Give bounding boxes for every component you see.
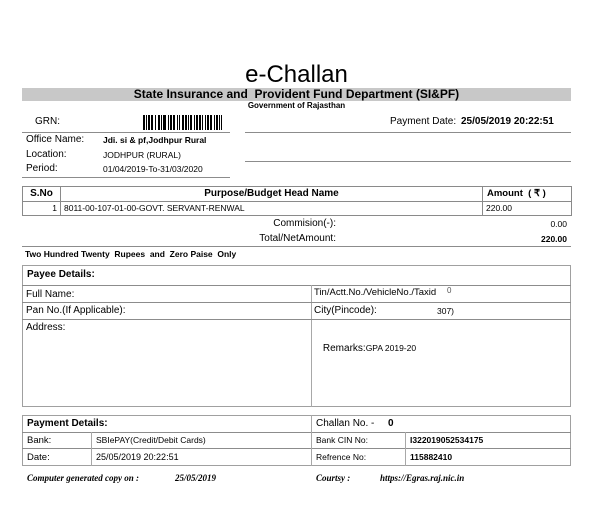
barcode-bar	[185, 115, 186, 130]
government-name: Government of Rajasthan	[247, 101, 346, 110]
barcode-bar	[190, 115, 191, 130]
divider	[22, 285, 571, 286]
barcode-bar	[191, 115, 192, 130]
period-label: Period:	[26, 163, 58, 174]
barcode-bar	[202, 115, 203, 130]
date-label: Date:	[27, 452, 50, 463]
barcode-bar	[210, 115, 211, 130]
tin-label: Tin/Actt.No./VehicleNo./Taxid	[314, 287, 437, 298]
divider	[22, 319, 571, 320]
barcode-bar	[143, 115, 144, 130]
generated-copy-date: 25/05/2019	[175, 473, 217, 483]
barcode-bar	[196, 115, 197, 130]
divider	[22, 302, 571, 303]
purpose-cell: 8011-00-107-01-00-GOVT. SERVANT-RENWAL	[61, 202, 483, 216]
barcode-bar	[171, 115, 172, 130]
barcode-bar	[186, 115, 187, 130]
remarks-label: Remarks:	[322, 343, 366, 354]
sno-header: S.No	[23, 187, 61, 202]
location-value: JODHPUR (RURAL)	[103, 150, 181, 160]
barcode-bar	[151, 115, 152, 130]
bank-value: SBIePAY(Credit/Debit Cards)	[96, 435, 206, 445]
barcode-bar	[164, 115, 165, 130]
payee-section-title: Payee Details:	[27, 269, 95, 280]
location-label: Location:	[26, 149, 67, 160]
amount-cell: 220.00	[483, 202, 572, 216]
commission-label: Commision(-):	[273, 218, 336, 229]
barcode-bar	[146, 115, 147, 130]
barcode-bar	[200, 115, 201, 130]
barcode-bar	[219, 115, 220, 130]
purpose-header: Purpose/Budget Head Name	[61, 187, 483, 202]
divider	[22, 246, 571, 247]
full-name-label: Full Name:	[26, 289, 75, 300]
reference-value: 115882410	[410, 452, 453, 462]
barcode-bar	[173, 115, 174, 130]
divider	[22, 432, 571, 433]
barcode-bar	[182, 115, 183, 130]
bank-cin-label: Bank CIN No:	[316, 435, 368, 445]
column-divider	[311, 285, 312, 407]
barcode-bar	[165, 115, 166, 130]
barcode-bar	[217, 115, 218, 130]
barcode-bar	[144, 115, 145, 130]
barcode-bar	[194, 115, 195, 130]
challan-no-label: Challan No. -	[316, 418, 375, 429]
barcode-bar	[149, 115, 150, 130]
divider	[22, 132, 230, 133]
column-divider	[405, 432, 406, 466]
payee-details-box	[22, 265, 571, 407]
barcode-bar	[197, 115, 198, 130]
department-header-bar	[22, 88, 571, 101]
office-name-value: Jdi. si & pf,Jodhpur Rural	[103, 135, 207, 145]
column-divider	[311, 415, 312, 466]
barcode-bar	[221, 115, 222, 130]
office-name-label: Office Name:	[26, 134, 85, 145]
barcode-bar	[170, 115, 171, 130]
barcode-bar	[155, 115, 156, 130]
department-name: State Insurance and Provident Fund Department (SI&PF)	[133, 87, 460, 101]
barcode-bar	[205, 115, 206, 130]
budget-table	[22, 186, 572, 216]
generated-copy-label: Computer generated copy on :	[27, 473, 139, 483]
total-label: Total/NetAmount:	[259, 233, 336, 244]
barcode-bar	[199, 115, 200, 130]
payment-date-label: Payment Date:	[390, 116, 457, 127]
table-header-row	[23, 187, 572, 202]
divider	[22, 448, 571, 449]
remarks-value: GPA 2019-20	[365, 343, 417, 353]
barcode-bar	[168, 115, 169, 130]
barcode-bar	[152, 115, 153, 130]
barcode-bar	[207, 115, 208, 130]
barcode-bar	[177, 115, 178, 130]
barcode-bar	[216, 115, 217, 130]
sno-cell: 1	[23, 202, 61, 216]
date-value: 25/05/2019 20:22:51	[96, 452, 179, 462]
page-title: e-Challan	[245, 61, 348, 88]
courtesy-label: Courtsy :	[316, 473, 351, 483]
amount-in-words: Two Hundred Twenty Rupees and Zero Paise Only	[25, 249, 237, 259]
divider	[245, 132, 571, 133]
payment-section-title: Payment Details:	[27, 418, 108, 429]
barcode-bar	[159, 115, 160, 130]
barcode-bar	[174, 115, 175, 130]
barcode-bar	[188, 115, 189, 130]
amount-header: Amount ( ₹ )	[483, 187, 572, 202]
reference-label: Refrence No:	[316, 452, 367, 462]
pan-label: Pan No.(If Applicable):	[26, 305, 126, 316]
address-label: Address:	[26, 322, 66, 333]
barcode-bar	[158, 115, 159, 130]
payment-date-value: 25/05/2019 20:22:51	[461, 116, 554, 127]
courtesy-url: https://Egras.raj.nic.in	[380, 473, 465, 483]
period-value: 01/04/2019-To-31/03/2020	[103, 164, 203, 174]
barcode-bar	[211, 115, 212, 130]
divider	[22, 177, 230, 178]
table-row	[23, 202, 572, 216]
barcode-bar	[183, 115, 184, 130]
barcode-bar	[163, 115, 164, 130]
barcode-bar	[179, 115, 180, 130]
barcode-bar	[208, 115, 209, 130]
city-label: City(Pincode):	[314, 305, 377, 316]
city-value: 307)	[437, 306, 455, 316]
commission-value: 0.00	[550, 219, 567, 229]
grn-barcode	[143, 115, 222, 130]
challan-no-value: 0	[388, 418, 394, 429]
column-divider	[91, 432, 92, 466]
barcode-bar	[214, 115, 215, 130]
bank-cin-value: I322019052534175	[410, 435, 484, 445]
tin-value: 0	[447, 286, 452, 295]
bank-label: Bank:	[27, 435, 52, 446]
divider	[245, 161, 571, 162]
total-value: 220.00	[541, 234, 567, 244]
remarks	[314, 323, 416, 355]
barcode-bar	[161, 115, 162, 130]
barcode-bar	[148, 115, 149, 130]
grn-label: GRN:	[35, 116, 60, 127]
